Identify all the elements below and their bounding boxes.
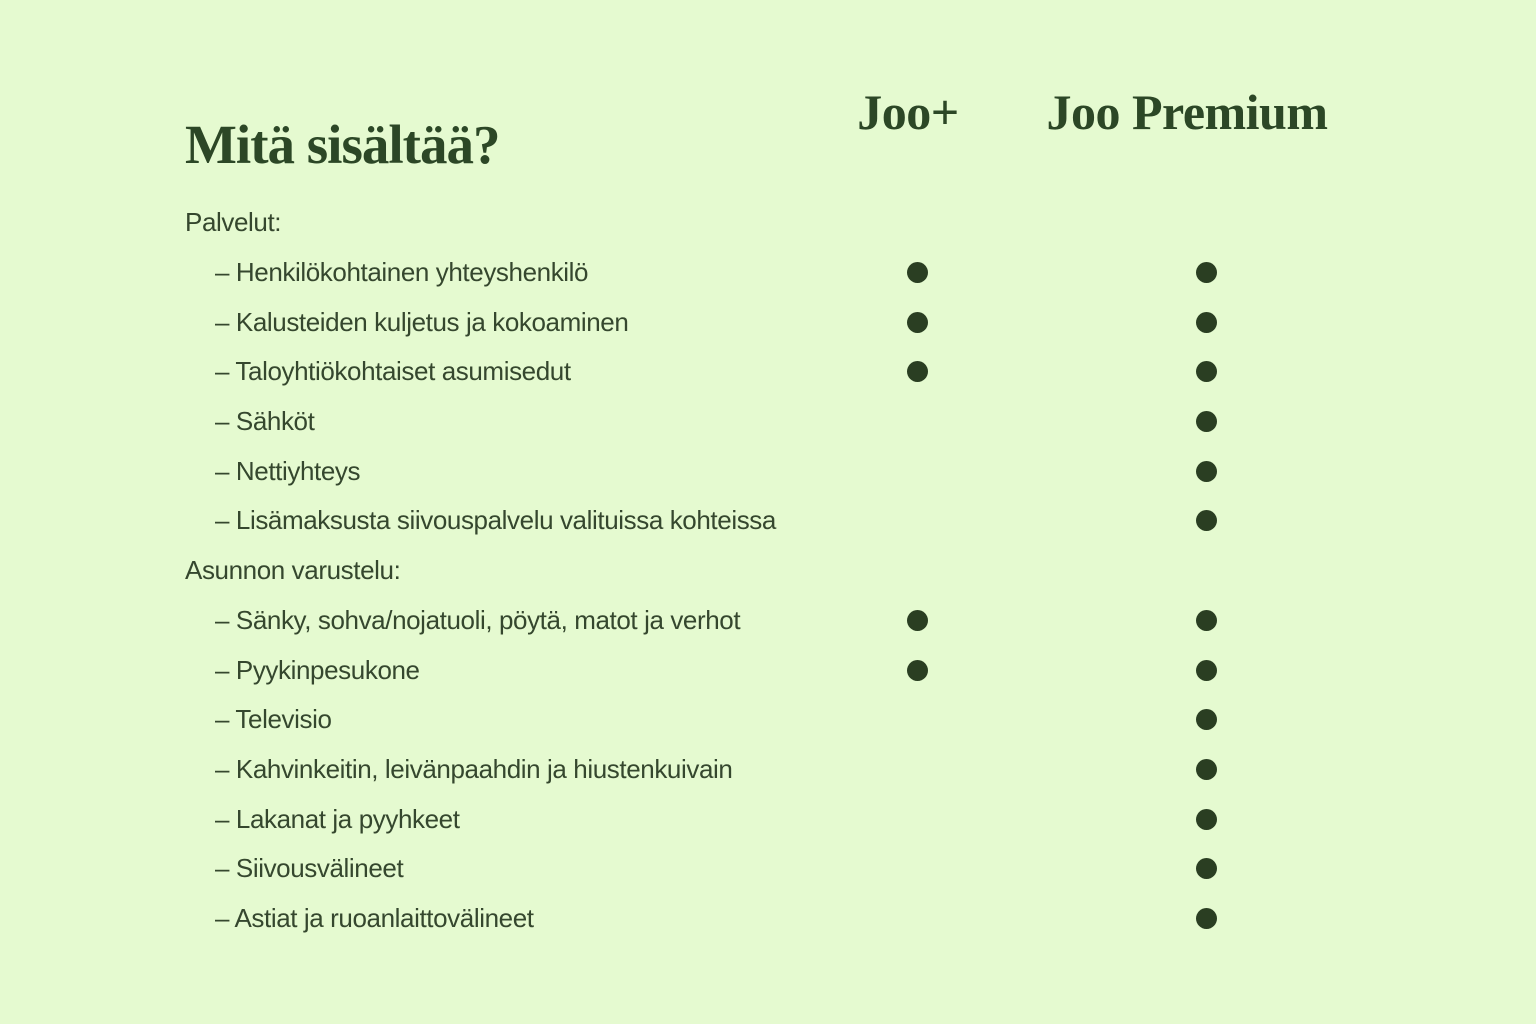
page-title: Mitä sisältää? [185, 113, 500, 175]
table-row [185, 297, 1445, 347]
table-row [185, 347, 1445, 397]
table-section-row [185, 546, 1445, 596]
included-dot-joo-premium [1196, 809, 1217, 830]
included-dot-joo-plus [907, 262, 928, 283]
table-row [185, 596, 1445, 646]
column-header-joo-plus: Joo+ [857, 84, 959, 140]
table-row [185, 446, 1445, 496]
included-dot-joo-premium [1196, 660, 1217, 681]
row-label: – Siivousvälineet [215, 853, 404, 884]
row-label: – Televisio [215, 704, 332, 735]
included-dot-joo-premium [1196, 461, 1217, 482]
column-header-joo-premium: Joo Premium [1046, 84, 1328, 140]
included-dot-joo-premium [1196, 759, 1217, 780]
included-dot-joo-premium [1196, 262, 1217, 283]
table-row [185, 695, 1445, 745]
table-row [185, 496, 1445, 546]
row-label: – Lakanat ja pyyhkeet [215, 803, 460, 834]
included-dot-joo-premium [1196, 709, 1217, 730]
row-label: – Nettiyhteys [215, 455, 361, 486]
included-dot-joo-plus [907, 610, 928, 631]
row-label: – Sähköt [215, 406, 315, 437]
table-row [185, 645, 1445, 695]
row-label: – Sänky, sohva/nojatuoli, pöytä, matot ja verhot [215, 604, 741, 635]
included-dot-joo-plus [907, 361, 928, 382]
section-label: Palvelut: [185, 207, 282, 238]
table-row [185, 844, 1445, 894]
table-section-row [185, 198, 1445, 248]
table-row [185, 894, 1445, 944]
row-label: – Pyykinpesukone [215, 654, 420, 685]
table-row [185, 794, 1445, 844]
table-row [185, 745, 1445, 795]
row-label: – Kahvinkeitin, leivänpaahdin ja hiustenkuivain [215, 753, 733, 784]
included-dot-joo-premium [1196, 610, 1217, 631]
included-dot-joo-premium [1196, 908, 1217, 929]
row-label: – Lisämaksusta siivouspalvelu valituissa kohteissa [215, 505, 776, 536]
included-dot-joo-plus [907, 312, 928, 333]
included-dot-joo-premium [1196, 411, 1217, 432]
included-dot-joo-premium [1196, 858, 1217, 879]
included-dot-joo-plus [907, 660, 928, 681]
included-dot-joo-premium [1196, 361, 1217, 382]
section-label: Asunnon varustelu: [185, 555, 401, 586]
row-label: – Taloyhtiökohtaiset asumisedut [215, 356, 571, 387]
table-row [185, 397, 1445, 447]
row-label: – Kalusteiden kuljetus ja kokoaminen [215, 306, 629, 337]
included-dot-joo-premium [1196, 312, 1217, 333]
included-dot-joo-premium [1196, 510, 1217, 531]
feature-comparison-table [185, 198, 1445, 943]
row-label: – Henkilökohtainen yhteyshenkilö [215, 257, 589, 288]
row-label: – Astiat ja ruoanlaittovälineet [215, 902, 534, 933]
table-row [185, 248, 1445, 298]
